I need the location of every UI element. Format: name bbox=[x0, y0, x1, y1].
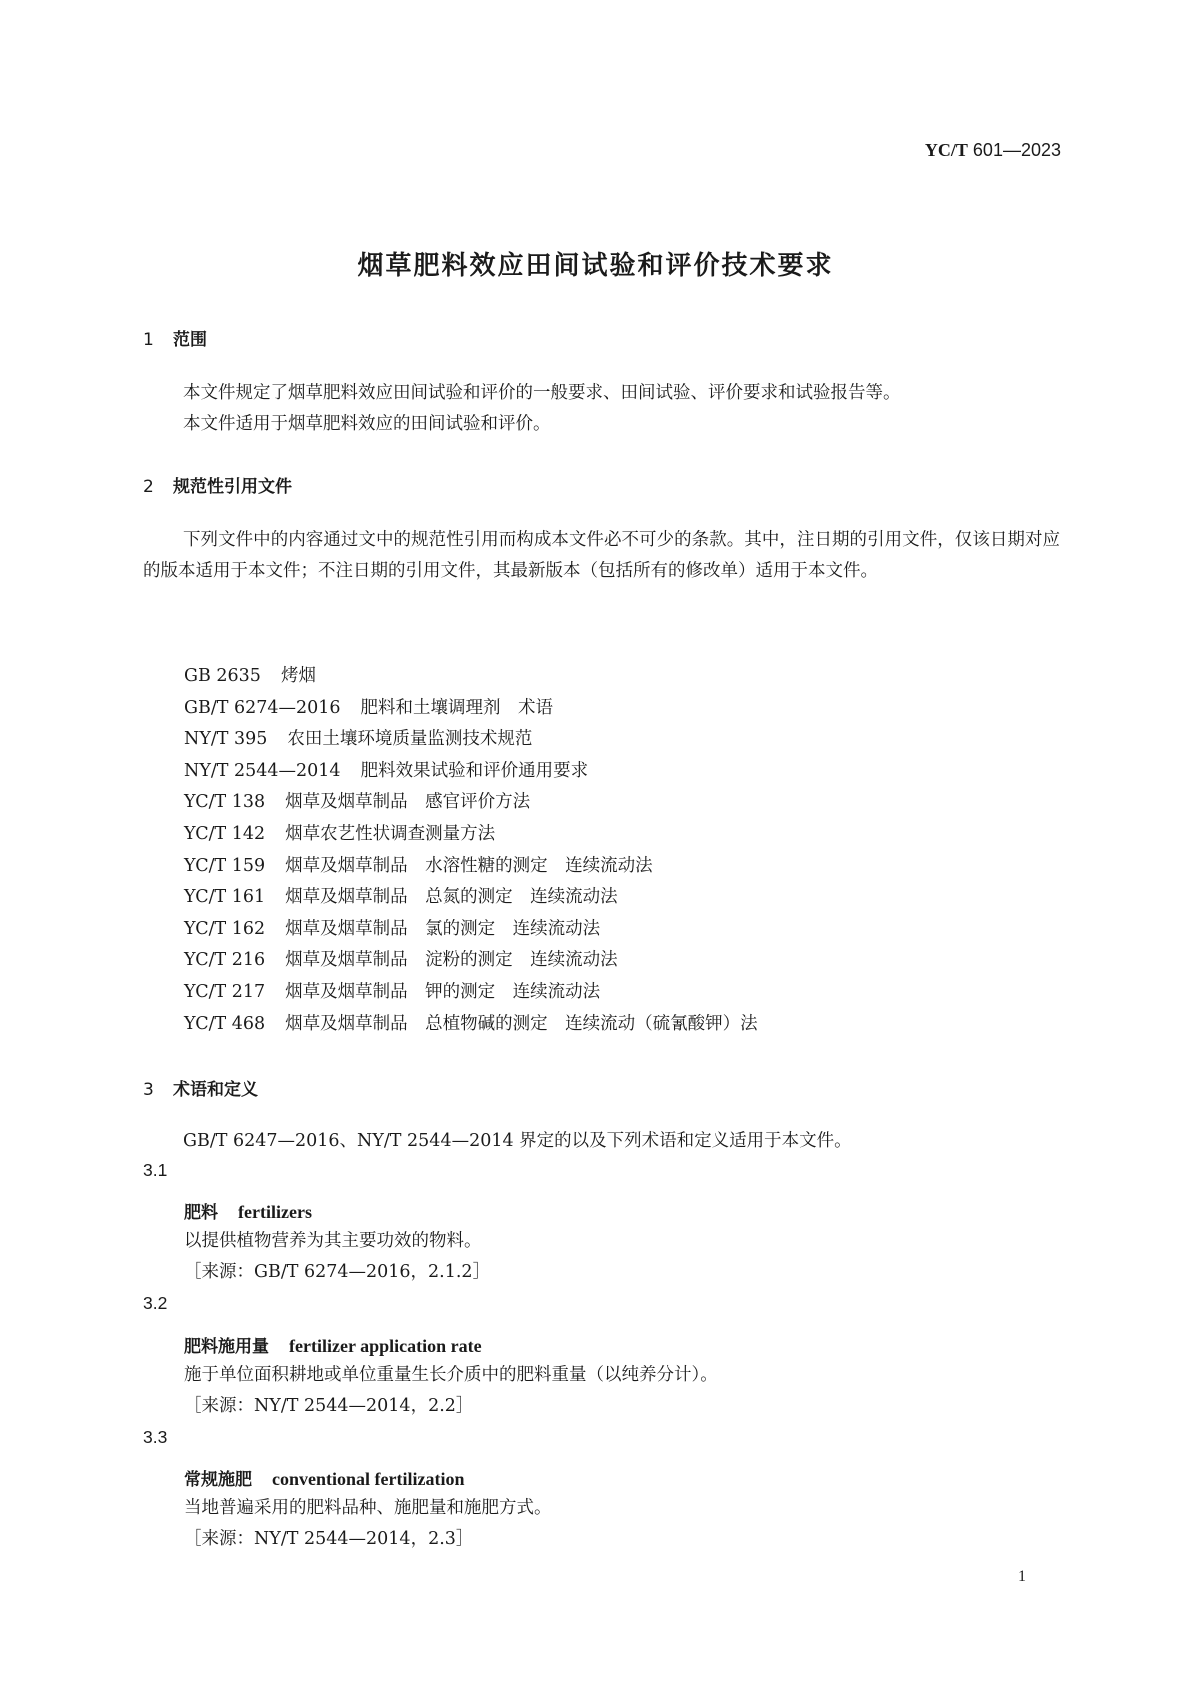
reference-code: YC/T 468 bbox=[184, 1013, 266, 1034]
standard-number: 601—2023 bbox=[972, 140, 1061, 160]
page-number: 1 bbox=[1018, 1568, 1026, 1585]
standard-prefix: YC/T bbox=[924, 140, 968, 160]
term-heading bbox=[184, 1198, 312, 1223]
section-title: 范围 bbox=[173, 330, 207, 350]
term-number: 3.1 bbox=[143, 1160, 168, 1180]
term-en: fertilizers bbox=[238, 1202, 312, 1222]
reference-title: 烟草及烟草制品 感官评价方法 bbox=[285, 792, 531, 813]
normative-reference-list bbox=[184, 662, 758, 1041]
term-source: ［来源：GB/T 6274—2016，2.1.2］ bbox=[184, 1262, 491, 1282]
reference-item bbox=[184, 946, 758, 978]
reference-item bbox=[184, 852, 758, 884]
term-en: conventional fertilization bbox=[272, 1469, 465, 1489]
term-source: ［来源：NY/T 2544—2014，2.2］ bbox=[184, 1396, 474, 1416]
reference-item bbox=[184, 883, 758, 915]
reference-title: 烟草及烟草制品 淀粉的测定 连续流动法 bbox=[285, 950, 618, 971]
reference-code: YC/T 142 bbox=[184, 823, 266, 844]
term-source: ［来源：NY/T 2544—2014，2.3］ bbox=[184, 1529, 474, 1549]
section-number: 3 bbox=[143, 1080, 154, 1100]
reference-item bbox=[184, 662, 758, 694]
standard-code bbox=[925, 140, 1061, 161]
term-definition: 以提供植物营养为其主要功效的物料。 bbox=[184, 1231, 482, 1251]
section-title: 术语和定义 bbox=[173, 1080, 258, 1100]
section-title: 规范性引用文件 bbox=[173, 477, 292, 497]
reference-item bbox=[184, 725, 758, 757]
reference-item bbox=[184, 757, 758, 789]
section-3-intro: GB/T 6247—2016、NY/T 2544—2014 界定的以及下列术语和定义适用于本文件。 bbox=[183, 1131, 852, 1151]
reference-item bbox=[184, 915, 758, 947]
reference-code: NY/T 395 bbox=[184, 729, 268, 750]
reference-item bbox=[184, 820, 758, 852]
term-number: 3.3 bbox=[143, 1427, 168, 1447]
section-2-intro: 下列文件中的内容通过文中的规范性引用而构成本文件必不可少的条款。其中，注日期的引用文件，仅该日期对应的版本适用于本文件；不注日期的引用文件，其最新版本（包括所有的修改单）适用于本文件。 bbox=[143, 530, 1060, 581]
document-title: 烟草肥料效应田间试验和评价技术要求 bbox=[357, 251, 834, 281]
section-1-paragraph-1: 本文件规定了烟草肥料效应田间试验和评价的一般要求、田间试验、评价要求和试验报告等。 bbox=[183, 383, 901, 403]
reference-title: 肥料和土壤调理剂 术语 bbox=[360, 697, 554, 718]
section-1-heading bbox=[143, 325, 207, 350]
reference-item bbox=[184, 1010, 758, 1042]
reference-code: GB 2635 bbox=[184, 666, 261, 686]
term-heading bbox=[184, 1465, 464, 1490]
section-2-heading bbox=[143, 472, 292, 497]
section-3-heading bbox=[143, 1075, 258, 1100]
reference-item bbox=[184, 788, 758, 820]
reference-title: 农田土壤环境质量监测技术规范 bbox=[287, 729, 533, 750]
reference-code: GB/T 6274—2016 bbox=[184, 697, 341, 718]
term-zh: 肥料施用量 bbox=[184, 1337, 269, 1357]
reference-code: YC/T 162 bbox=[184, 918, 266, 939]
section-1-paragraph-2: 本文件适用于烟草肥料效应的田间试验和评价。 bbox=[183, 414, 551, 434]
reference-title: 烟草及烟草制品 总植物碱的测定 连续流动（硫氰酸钾）法 bbox=[285, 1013, 758, 1034]
term-definition: 当地普遍采用的肥料品种、施肥量和施肥方式。 bbox=[184, 1498, 552, 1518]
reference-title: 烤烟 bbox=[280, 666, 316, 686]
term-en: fertilizer application rate bbox=[289, 1336, 482, 1356]
reference-title: 烟草及烟草制品 氯的测定 连续流动法 bbox=[285, 918, 601, 939]
reference-item bbox=[184, 694, 758, 726]
reference-code: YC/T 217 bbox=[184, 981, 266, 1002]
term-heading bbox=[184, 1332, 482, 1357]
reference-code: YC/T 161 bbox=[184, 887, 266, 908]
reference-title: 烟草农艺性状调查测量方法 bbox=[285, 823, 496, 844]
reference-code: YC/T 138 bbox=[184, 792, 266, 813]
term-zh: 肥料 bbox=[184, 1203, 218, 1223]
reference-code: YC/T 159 bbox=[184, 855, 266, 876]
reference-title: 烟草及烟草制品 钾的测定 连续流动法 bbox=[285, 981, 601, 1002]
reference-title: 肥料效果试验和评价通用要求 bbox=[360, 760, 589, 781]
term-definition: 施于单位面积耕地或单位重量生长介质中的肥料重量（以纯养分计）。 bbox=[184, 1365, 718, 1385]
term-zh: 常规施肥 bbox=[184, 1470, 252, 1490]
section-number: 2 bbox=[143, 477, 154, 497]
reference-title: 烟草及烟草制品 水溶性糖的测定 连续流动法 bbox=[285, 855, 653, 876]
reference-item bbox=[184, 978, 758, 1010]
section-number: 1 bbox=[143, 330, 154, 350]
term-number: 3.2 bbox=[143, 1293, 168, 1313]
reference-code: NY/T 2544—2014 bbox=[184, 760, 341, 781]
reference-code: YC/T 216 bbox=[184, 950, 266, 971]
reference-title: 烟草及烟草制品 总氮的测定 连续流动法 bbox=[285, 887, 618, 908]
